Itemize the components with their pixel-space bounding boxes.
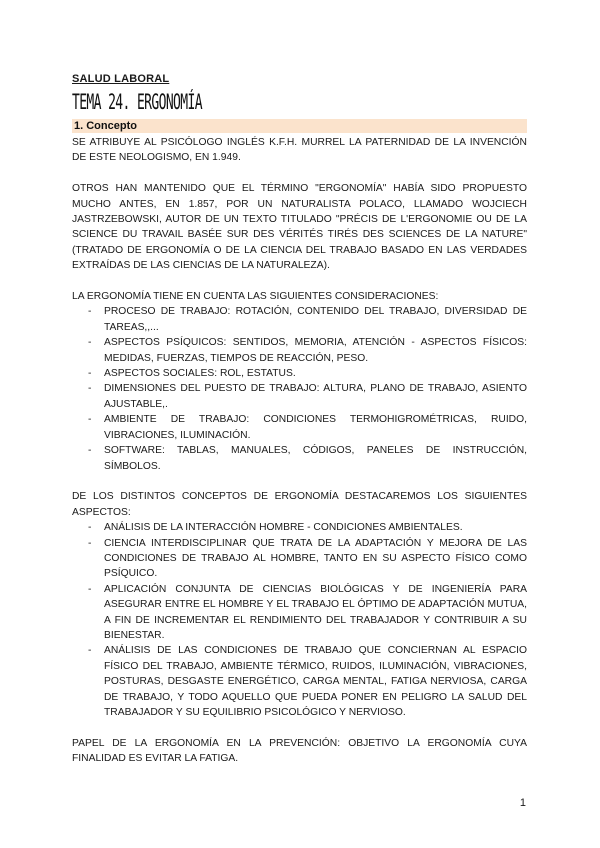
list-item: - ANÁLISIS DE LA INTERACCIÓN HOMBRE - CONDICIONES AMBIENTALES. (92, 520, 527, 535)
paragraph-prevention: PAPEL DE LA ERGONOMÍA EN LA PREVENCIÓN: OBJETIVO LA ERGONOMÍA CUYA FINALIDAD ES EVITAR LA FATIGA. (72, 737, 527, 765)
course-label: SALUD LABORAL (72, 73, 170, 85)
document-page (72, 72, 527, 782)
paragraph-history: OTROS HAN MANTENIDO QUE EL TÉRMINO "ERGONOMÍA" HABÍA SIDO PROPUESTO MUCHO ANTES, EN 1.857, POR UN NATURALISTA POLACO, LLAMADO WOJCIECH JASTRZEBOWSKI, AUTOR DE UN TEXTO TITULADO "PRÉCIS DE L'ERGONOMIE OU DE LA SCIENCE DU TRAVAIL BASÉE SUR DES VÉRITÉS TIRÉS DES SCIENCES DE LA NATURE" (TRATADO DE ERGONOMÍA O DE LA CIENCIA DEL TRABAJO BASADO EN LAS VERDADES EXTRAÍDAS DE LAS CIENCIAS DE LA NATURALEZA). (72, 183, 527, 272)
page-title: TEMA 24. ERGONOMÍA (72, 90, 202, 114)
list-item: - CIENCIA INTERDISCIPLINAR QUE TRATA DE LA ADAPTACIÓN Y MEJORA DE LAS CONDICIONES DE TRABAJO AL HOMBRE, TANTO EN SU ASPECTO FÍSICO COMO PSÍQUICO. (92, 536, 527, 582)
section-heading: 1. Concepto (72, 119, 527, 133)
considerations-list (72, 304, 527, 473)
list-item: - ASPECTOS SOCIALES: ROL, ESTATUS. (92, 366, 527, 381)
list-item: - DIMENSIONES DEL PUESTO DE TRABAJO: ALTURA, PLANO DE TRABAJO, ASIENTO AJUSTABLE,. (92, 381, 527, 412)
list-item: - ASPECTOS PSÍQUICOS: SENTIDOS, MEMORIA, ATENCIÓN - ASPECTOS FÍSICOS: MEDIDAS, FUERZAS, TIEMPOS DE REACCIÓN, PESO. (92, 335, 527, 366)
list-item: - AMBIENTE DE TRABAJO: CONDICIONES TERMOHIGROMÉTRICAS, RUIDO, VIBRACIONES, ILUMINACIÓN. (92, 412, 527, 443)
list-item: - PROCESO DE TRABAJO: ROTACIÓN, CONTENIDO DEL TRABAJO, DIVERSIDAD DE TAREAS,,... (92, 304, 527, 335)
list-item: - SOFTWARE: TABLAS, MANUALES, CÓDIGOS, PANELES DE INSTRUCCIÓN, SÍMBOLOS. (92, 443, 527, 474)
aspects-list (72, 520, 527, 720)
list-item: - APLICACIÓN CONJUNTA DE CIENCIAS BIOLÓGICAS Y DE INGENIERÍA PARA ASEGURAR ENTRE EL HOMBRE Y EL TRABAJO EL ÓPTIMO DE ADAPTACIÓN MUTUA, A FIN DE INCREMENTAR EL RENDIMIENTO DEL TRABAJADOR Y CONTRIBUIR A SU BIENESTAR. (92, 582, 527, 644)
paragraph-aspects-intro: DE LOS DISTINTOS CONCEPTOS DE ERGONOMÍA DESTACAREMOS LOS SIGUIENTES ASPECTOS: (72, 491, 527, 518)
paragraph-considerations-intro: LA ERGONOMÍA TIENE EN CUENTA LAS SIGUIENTES CONSIDERACIONES: (72, 291, 439, 303)
page-number: 1 (519, 797, 526, 809)
list-item: - ANÁLISIS DE LAS CONDICIONES DE TRABAJO QUE CONCIERNAN AL ESPACIO FÍSICO DEL TRABAJO, AMBIENTE TÉRMICO, RUIDOS, ILUMINACIÓN, VIBRACIONES, POSTURAS, DESGASTE ENERGÉTICO, CARGA MENTAL, FATIGA NERVIOSA, CARGA DE TRABAJO, Y TODO AQUELLO QUE PUEDA PONER EN PELIGRO LA SALUD DEL TRABAJADOR Y SU EQUILIBRIO PSICOLÓGICO Y NERVIOSO. (92, 643, 527, 720)
paragraph-origin: SE ATRIBUYE AL PSICÓLOGO INGLÉS K.F.H. MURREL LA PATERNIDAD DE LA INVENCIÓN DE ESTE NEOLOGISMO, EN 1.949. (72, 137, 527, 164)
